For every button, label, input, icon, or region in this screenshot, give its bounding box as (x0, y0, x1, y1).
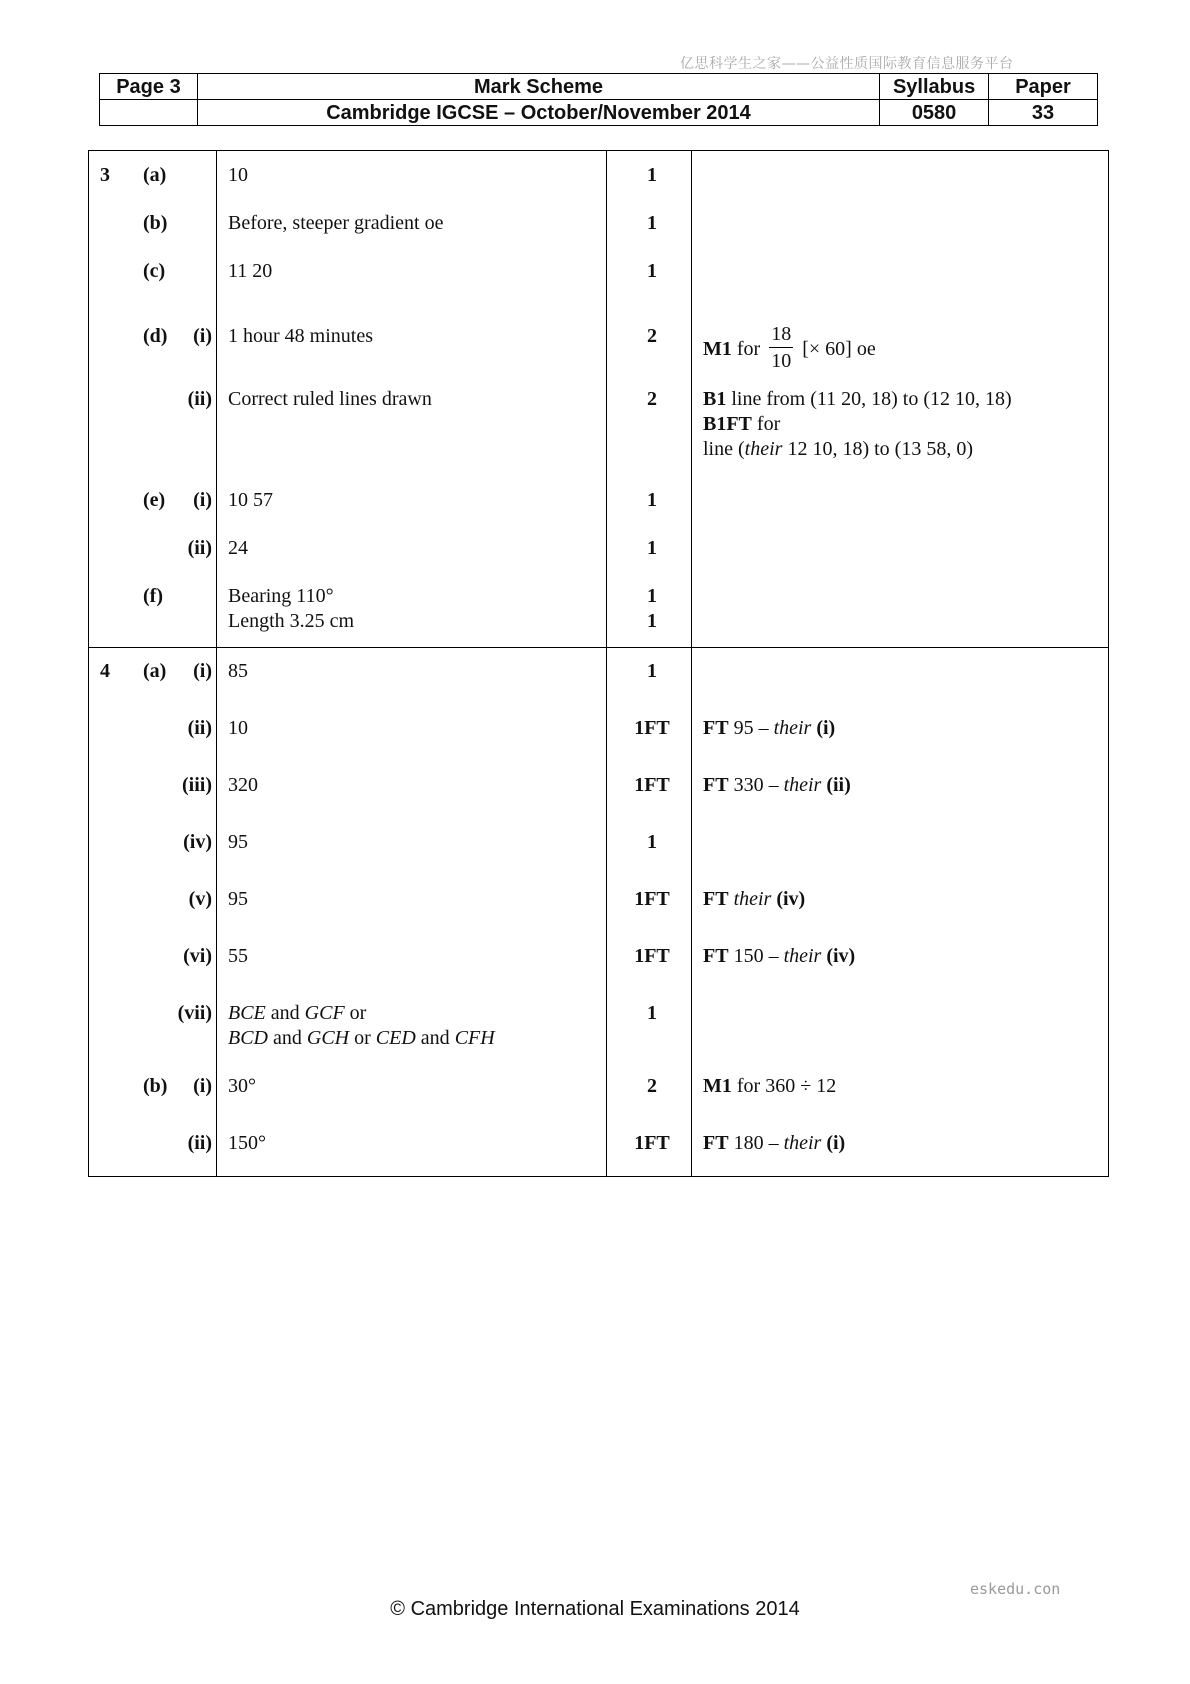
part-label: (c) (143, 260, 166, 282)
mark: 1 (647, 537, 657, 559)
answer: 10 57 (228, 489, 273, 511)
copyright-footer: © Cambridge International Examinations 2014 (390, 1598, 800, 1620)
mark: 1 (647, 212, 657, 234)
question-4 (89, 647, 1108, 1176)
answer: 30° (228, 1075, 256, 1097)
guidance: M1 for 360 ÷ 12 (703, 1075, 837, 1097)
part-label: (b) (143, 212, 168, 234)
mark: 2 (647, 388, 657, 410)
watermark-bottom: eskedu.con (970, 1580, 1061, 1598)
mark: 2 (647, 1075, 657, 1097)
guidance: B1 line from (11 20, 18) to (12 10, 18) B1FT for line (their 12 10, 18) to (13 58, 0) (703, 388, 1012, 460)
subpart-label: (ii) (187, 388, 212, 410)
subpart-label: (ii) (187, 1132, 212, 1154)
subpart-label: (iv) (183, 831, 212, 853)
answer: 11 20 (228, 260, 273, 282)
part-label: (e) (143, 489, 166, 511)
subpart-label: (iii) (182, 774, 212, 796)
doc-title: Mark Scheme (197, 74, 879, 100)
subpart-label: (vi) (183, 945, 212, 967)
part-label: (a) (143, 164, 167, 186)
subpart-label: (ii) (187, 717, 212, 739)
part-label: (f) (143, 585, 163, 607)
subpart-label: (ii) (187, 537, 212, 559)
mark-scheme-table (88, 150, 1109, 1177)
mark: 1FT (634, 945, 670, 967)
mark: 1FT (634, 717, 670, 739)
subpart-label: (i) (193, 489, 212, 511)
mark: 1 1 (647, 585, 657, 632)
page-number: Page 3 (100, 74, 198, 100)
answer: 10 (228, 717, 248, 739)
subpart-label: (i) (193, 660, 212, 682)
part-label: (d) (143, 325, 168, 347)
question-number: 3 (100, 164, 110, 186)
answer: Before, steeper gradient oe (228, 212, 444, 234)
answer: 95 (228, 831, 248, 853)
question-number: 4 (100, 660, 110, 682)
mark: 1 (647, 660, 657, 682)
answer: 85 (228, 660, 248, 682)
subpart-label: (vii) (177, 1002, 212, 1024)
guidance: FT 180 – their (i) (703, 1132, 846, 1154)
mark: 2 (647, 325, 657, 347)
syllabus-value: 0580 (880, 100, 989, 126)
syllabus-label: Syllabus (880, 74, 989, 100)
answer: 10 (228, 164, 248, 186)
answer: BCE and GCF or BCD and GCH or CED and CFH (228, 1002, 495, 1049)
answer: 150° (228, 1132, 266, 1154)
answer: Correct ruled lines drawn (228, 388, 432, 410)
doc-subtitle: Cambridge IGCSE – October/November 2014 (197, 100, 879, 126)
header-table (99, 73, 1098, 126)
subpart-label: (i) (193, 325, 212, 347)
mark: 1FT (634, 1132, 670, 1154)
mark: 1FT (634, 888, 670, 910)
mark: 1 (647, 489, 657, 511)
paper-label: Paper (989, 74, 1098, 100)
answer: 1 hour 48 minutes (228, 325, 373, 347)
answer: 320 (228, 774, 258, 796)
guidance: FT 330 – their (ii) (703, 774, 851, 796)
watermark-top: 亿思科学生之家——公益性质国际教育信息服务平台 (680, 56, 1014, 72)
mark: 1 (647, 260, 657, 282)
mark: 1 (647, 831, 657, 853)
guidance: M1 for $\frac{18}{10}$ [× 60] oe (703, 323, 876, 372)
part-label: (b) (143, 1075, 168, 1097)
subpart-label: (v) (188, 888, 212, 910)
subpart-label: (i) (193, 1075, 212, 1097)
guidance: FT their (iv) (703, 888, 806, 910)
part-label: (a) (143, 660, 167, 682)
paper-value: 33 (989, 100, 1098, 126)
guidance: FT 150 – their (iv) (703, 945, 856, 967)
mark: 1FT (634, 774, 670, 796)
answer: 95 (228, 888, 248, 910)
guidance: FT 95 – their (i) (703, 717, 836, 739)
mark: 1 (647, 164, 657, 186)
mark: 1 (647, 1002, 657, 1024)
answer: Bearing 110° Length 3.25 cm (228, 585, 355, 632)
answer: 24 (228, 537, 248, 559)
fraction: $\frac{18}{10}$ (771, 323, 792, 372)
answer: 55 (228, 945, 248, 967)
question-3 (89, 151, 1108, 647)
